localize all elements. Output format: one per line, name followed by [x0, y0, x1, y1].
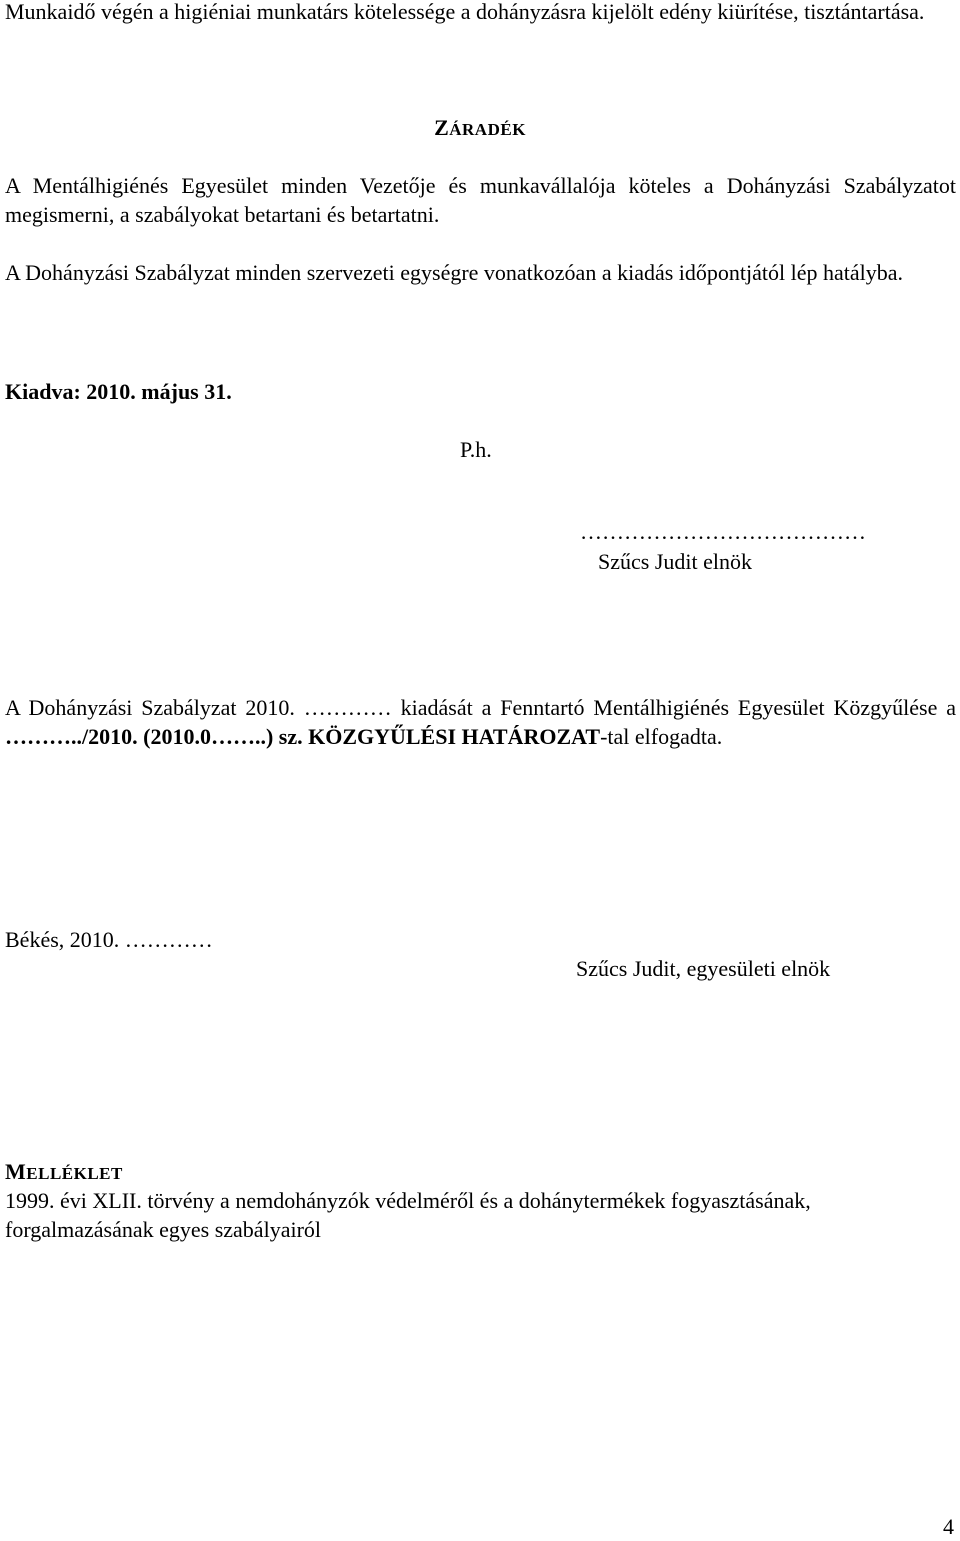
- issued-date: Kiadva: 2010. május 31.: [5, 379, 232, 404]
- appendix-heading: [5, 1157, 956, 1188]
- appendix-title: 1999. évi XLII. törvény a nemdohányzók védelméről és a dohánytermékek fogyasztásának, forgalmazásának egyes szabályairól: [5, 1188, 811, 1242]
- intro-paragraph: Munkaidő végén a higiéniai munkatárs kötelessége a dohányzásra kijelölt edény kiürítése, tisztántartása.: [5, 0, 925, 24]
- clause-heading: [0, 113, 960, 144]
- stamp-placeholder: P.h.: [460, 437, 492, 462]
- appendix-heading-rest: ELLÉKLET: [26, 1164, 123, 1183]
- clause-heading-initial: Z: [434, 115, 450, 140]
- signatory-1: Szűcs Judit elnök: [598, 549, 752, 574]
- clause-paragraph-2: A Dohányzási Szabályzat minden szervezeti egységre vonatkozóan a kiadás időpontjától lép hatályba.: [5, 260, 904, 285]
- adoption-resolution: ………../2010. (2010.0……..) sz. KÖZGYŰLÉSI HATÁROZAT: [5, 724, 601, 749]
- adoption-paragraph: [5, 693, 956, 751]
- adoption-text-2: -tal elfogadta.: [600, 724, 723, 749]
- adoption-text-1: A Dohányzási Szabályzat 2010. ………… kiadását a Fenntartó Mentálhigiénés Egyesület Közgyűlése a: [5, 695, 956, 720]
- signature-line-1: …………………………………: [580, 519, 866, 544]
- clause-heading-rest: ÁRADÉK: [449, 120, 526, 139]
- page-number: 4: [943, 1514, 954, 1539]
- appendix-heading-initial: M: [5, 1159, 27, 1184]
- clause-paragraph-1: A Mentálhigiénés Egyesület minden Vezetője és munkavállalója köteles a Dohányzási Szabályzatot megismerni, a szabályokat betartani és betartatni.: [5, 173, 956, 227]
- signatory-2: Szűcs Judit, egyesületi elnök: [576, 956, 831, 981]
- place-and-date: Békés, 2010. …………: [5, 927, 213, 952]
